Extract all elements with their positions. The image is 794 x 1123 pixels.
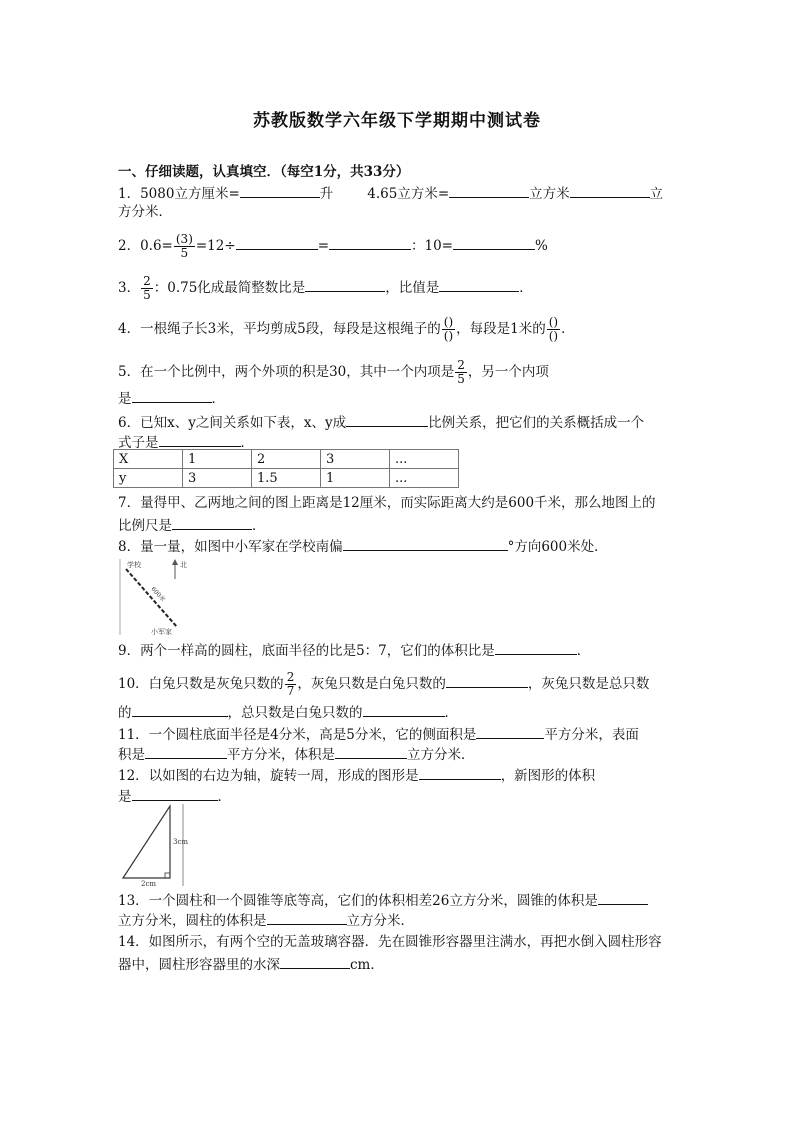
question-9: 9．两个一样高的圆柱，底面半径的比是5：7，它们的体积比是 ． <box>118 640 590 660</box>
answer-blank[interactable] <box>476 724 544 739</box>
table-cell: ... <box>390 450 459 469</box>
question-5-cont: 是 ． <box>118 388 225 408</box>
answer-blank[interactable] <box>132 786 218 801</box>
answer-blank[interactable] <box>598 890 648 905</box>
answer-blank[interactable] <box>305 277 385 292</box>
answer-blank[interactable] <box>240 183 320 198</box>
table-cell: 1 <box>321 469 390 488</box>
question-6-cont: 式子是 ． <box>118 432 254 452</box>
question-4: 4．一根绳子长3米，平均剪成5段，每段是这根绳子的 $\frac{()}{()}$ ，每段是1米的 $\frac{()}{()}$ ． <box>118 315 575 343</box>
question-11: 11．一个圆柱底面半径是4分米，高是5分米，它的侧面积是 平方分米，表面 <box>118 724 639 744</box>
table-cell: ... <box>390 469 459 488</box>
question-13: 13．一个圆柱和一个圆锥等底等高，它们的体积相差26立方分米，圆锥的体积是 <box>118 890 648 910</box>
distance-label: 600米 <box>149 585 167 604</box>
north-label: 北 <box>180 561 187 569</box>
question-12: 12．以如图的右边为轴，旋转一周，形成的图形是 ，新图形的体积 <box>118 765 595 785</box>
table-cell: 2 <box>252 450 321 469</box>
answer-blank[interactable] <box>446 673 528 688</box>
answer-blank[interactable] <box>335 744 407 759</box>
answer-blank[interactable] <box>159 432 241 447</box>
answer-blank[interactable] <box>343 536 508 551</box>
question-14: 14．如图所示，有两个空的无盖玻璃容器．先在圆锥形容器里注满水，再把水倒入圆柱形容 <box>118 934 662 950</box>
answer-blank[interactable] <box>439 277 519 292</box>
question-8: 8．量一量，如图中小军家在学校南偏 °方向600米处． <box>118 536 608 556</box>
school-label: 学校 <box>127 561 141 569</box>
table-cell: 3 <box>183 469 252 488</box>
answer-blank[interactable] <box>236 235 318 250</box>
direction-figure <box>117 557 197 637</box>
answer-blank[interactable] <box>132 702 228 717</box>
base-label: 2cm <box>141 880 157 888</box>
question-13-cont: 立方分米，圆柱的体积是 立方分米． <box>118 910 414 930</box>
relation-table <box>113 449 459 488</box>
question-6: 6．已知x、y之间关系如下表，x、y成 比例关系，把它们的关系概括成一个 <box>118 412 644 432</box>
fraction: $\frac{(3)}{5}$ <box>175 232 193 260</box>
answer-blank[interactable] <box>449 183 529 198</box>
answer-blank[interactable] <box>172 515 252 530</box>
fraction: $\frac{2}{5}$ <box>143 274 151 302</box>
answer-blank[interactable] <box>329 235 411 250</box>
page-title: 苏教版数学六年级下学期期中测试卷 <box>253 111 541 131</box>
question-7: 7．量得甲、乙两地之间的图上距离是12厘米，而实际距离大约是600千米，那么地图上的 <box>118 495 656 511</box>
question-7-cont: 比例尺是 ． <box>118 515 266 535</box>
answer-blank[interactable] <box>363 702 445 717</box>
question-3: 3． $\frac{2}{5}$ ：0.75化成最简整数比是 ，比值是 ． <box>118 274 533 302</box>
question-1: 1．5080立方厘米= 升 4.65立方米= 立方米 立 <box>118 183 663 203</box>
answer-blank[interactable] <box>419 765 501 780</box>
table-row <box>114 469 459 488</box>
question-11-cont: 积是 平方分米，体积是 立方分米． <box>118 744 475 764</box>
table-cell: 1.5 <box>252 469 321 488</box>
answer-blank[interactable] <box>453 235 535 250</box>
table-row <box>114 450 459 469</box>
triangle-figure <box>117 802 197 888</box>
fraction: $\frac{2}{5}$ <box>457 358 465 386</box>
fraction: $\frac{()}{()}$ <box>443 315 454 343</box>
table-cell: 1 <box>183 450 252 469</box>
question-2: 2．0.6= $\frac{(3)}{5}$ =12÷ = ：10= % <box>118 232 548 260</box>
table-cell: 3 <box>321 450 390 469</box>
answer-blank[interactable] <box>346 412 428 427</box>
question-10: 10．白兔只数是灰兔只数的 $\frac{2}{7}$ ，灰兔只数是白兔只数的 ，灰兔只数是总只数 <box>118 670 650 698</box>
answer-blank[interactable] <box>570 183 650 198</box>
question-14-cont: 器中，圆柱形容器里的水深 cm． <box>118 954 384 974</box>
question-1-cont: 方分米． <box>118 204 172 220</box>
question-5: 5．在一个比例中，两个外项的积是30，其中一个内项是 $\frac{2}{5}$ ，另一个内项 <box>118 358 549 386</box>
fraction: $\frac{2}{7}$ <box>286 670 295 698</box>
answer-blank[interactable] <box>132 388 212 403</box>
fraction: $\frac{()}{()}$ <box>548 315 559 343</box>
section-heading: 一、仔细读题，认真填空．（每空1分，共33分） <box>118 164 410 180</box>
height-label: 3cm <box>173 838 189 846</box>
question-10-cont: 的 ，总只数是白兔只数的 ． <box>118 702 458 722</box>
table-cell: X <box>114 450 183 469</box>
table-cell: y <box>114 469 183 488</box>
answer-blank[interactable] <box>145 744 227 759</box>
answer-blank[interactable] <box>280 954 350 969</box>
home-label: 小军家 <box>151 628 172 636</box>
answer-blank[interactable] <box>495 640 577 655</box>
question-12-cont: 是 ． <box>118 786 231 806</box>
answer-blank[interactable] <box>267 910 347 925</box>
